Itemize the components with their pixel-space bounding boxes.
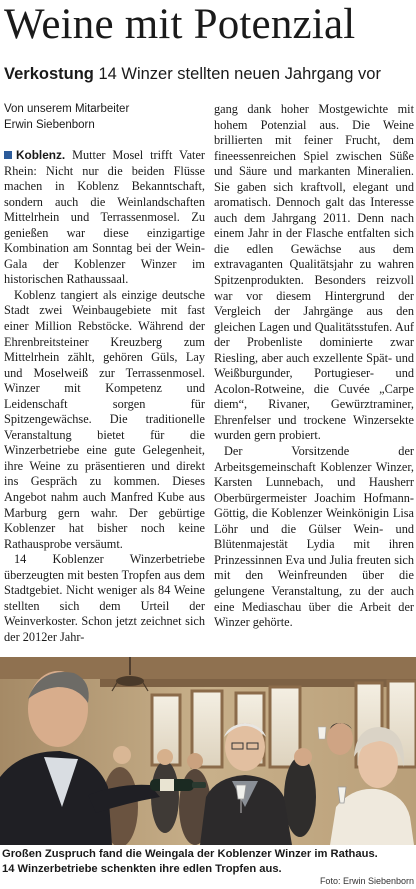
- byline-role: Von unserem Mitarbeiter: [4, 103, 130, 115]
- dateline-square-icon: [4, 151, 12, 159]
- article-column-2: [214, 102, 414, 631]
- article-column-1: [4, 148, 205, 646]
- paragraph: Der Vorsitzende der Arbeitsgemeinschaft Koblenzer Winzer, Karsten Lunnebach, und Hausherr Oberbürgermeister Joachim Hofmann-Göttig, die Koblenzer Weinkönigin Lisa Löhr und die Gülser Wein- und Blütenmajestät Lydia mit ihren Prinzessinnen Eva und Julia freuten sich mit den Weinfreunden über die gelungene Veranstaltung, zu der auch eine Mediaschau über die Arbeit der Winzer gehörte.: [214, 444, 414, 630]
- subheadline-text: 14 Winzer stellten neuen Jahrgang vor: [98, 65, 381, 83]
- article-subheadline: [4, 63, 414, 85]
- paragraph-text: Mutter Mosel trifft Vater Rhein: Nicht nur die beiden Flüsse machen in Koblenz Bekanntschaft, sondern auch die Weinlandschaften Mittelrhein und Terrassenmosel. Zu genießen war diese einzigartige Kombination am Sonntag bei der Wein-Gala der Koblenzer Winzer im historischen Rathaussaal.: [4, 148, 206, 287]
- paragraph: 14 Koblenzer Winzerbetriebe überzeugten mit besten Tropfen aus dem Stadtgebiet. Nicht weniger als 84 Weine stellten sich dem Urteil der Weinverkoster. Schon jetzt zeichnet sich der 2012er Jahr-: [4, 552, 205, 644]
- kicker: Verkostung: [4, 65, 94, 83]
- caption-line: Großen Zuspruch fand die Weingala der Koblenzer Winzer im Rathaus.: [2, 848, 378, 860]
- paragraph: gang dank hoher Mostgewichte mit hohem Potenzial aus. Die Weine brillierten mit feiner Frucht, dem fineessenreichen Spiel zwischen Süße und Säure und markanten Mineralien. Sie gaben sich kraftvoll, elegant und aromatisch. Dennoch galt das Interesse auch dem Jahrgang 2011. Denn nach einem Jahr in der Flasche entfalten sich die edlen Gewächse aus dem extravaganten Qualitätsjahr zu wahren Spitzenprodukten. Besonders reizvoll war vor diesem Hintergrund der Vergleich der Jahrgänge aus den gleichen Lagen und Qualitätsstufen. Auf der Probenliste dominierte zwar Riesling, aber auch exzellente Spät- und Weißburgunder, Portugieser- und Acolon-Rotweine, die Cuvée „Carpe diem“, Rivaner, Gewürztraminer, Ehrenfelser und trockene Winzersekte wurden gern probiert.: [214, 102, 414, 443]
- paragraph: Koblenz tangiert als einzige deutsche Stadt zwei Weinbaugebiete mit fast einer Million Rebstöcke. Während der Ehrenbreitsteiner Kreuzberg zum Mittelrhein zählt, gehören Güls, Lay und Moselweiß zur Terrassenmosel. Winzer mit Kompetenz und Leidenschaft sorgen für Spitzengewächse. Die traditionelle Veranstaltung bietet für die Winzerbetriebe eine gute Gelegenheit, ihre Weine zu präsentieren und direkt ins Gespräch zu kommen. Dieses Angebot nahm auch Manfred Kube aus Marburg gern wahr. Der gebürtige Koblenzer hat bisher noch keine Rathausprobe versäumt.: [4, 287, 205, 551]
- paragraph: [4, 148, 205, 288]
- article-headline: Weine mit Potenzial: [4, 1, 356, 48]
- photo-credit: Foto: Erwin Siebenborn: [319, 876, 414, 886]
- byline: [4, 102, 204, 133]
- caption-line: 14 Winzerbetriebe schenkten ihre edlen Tropfen aus.: [2, 862, 282, 875]
- dateline: Koblenz.: [16, 148, 66, 162]
- byline-author: Erwin Siebenborn: [4, 118, 95, 131]
- photo-caption: [2, 847, 414, 876]
- article-photo: [0, 657, 416, 845]
